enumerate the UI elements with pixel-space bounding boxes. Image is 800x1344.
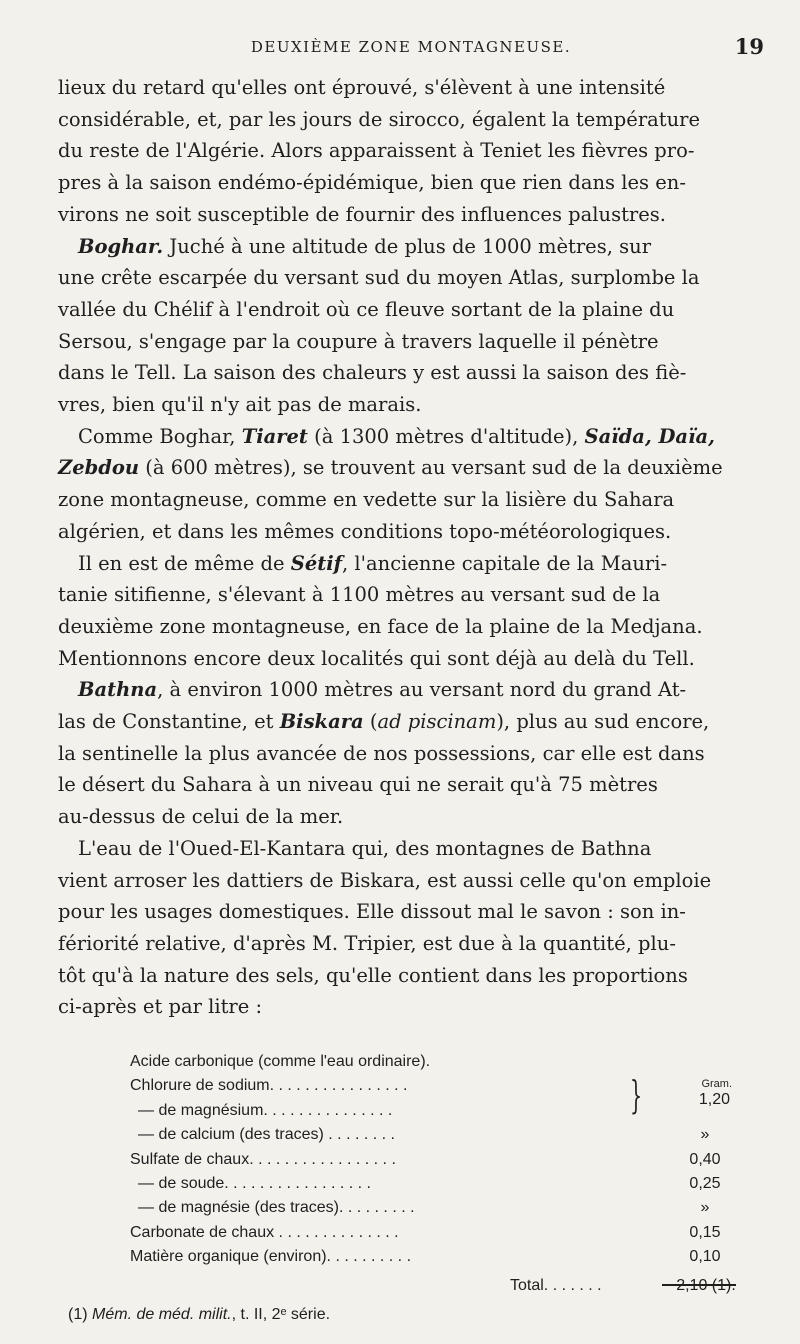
row-label: Carbonate de chaux . . . . . . . . . . . . . .	[130, 1223, 399, 1241]
place-name-zebdou: Zebdou	[58, 456, 140, 480]
table-row	[130, 1221, 740, 1245]
total-label: Total. . . . . . .	[510, 1276, 602, 1294]
brace-symbol: }	[630, 1073, 643, 1117]
text-line: du reste de l'Algérie. Alors apparaissent à Teniet les fièvres pro-	[58, 139, 695, 163]
place-name-setif: Sétif	[290, 551, 343, 575]
text-segment: (	[363, 710, 378, 734]
text-line: fériorité relative, d'après M. Tripier, est due à la quantité, plu-	[58, 931, 676, 955]
row-value: 0,10	[689, 1248, 721, 1266]
row-value: 0,40	[689, 1150, 721, 1168]
table-total-row	[130, 1274, 740, 1298]
text-segment: las de Constantine, et	[58, 710, 280, 734]
text-segment: Il en est de même de	[78, 551, 291, 575]
text-segment: ), plus au sud encore,	[496, 710, 710, 734]
paragraph-oued-el-kantara	[58, 833, 764, 1023]
text-line: deuxième zone montagneuse, en face de la plaine de la Medjana.	[58, 614, 703, 638]
row-label: Sulfate de chaux. . . . . . . . . . . . . . . . .	[130, 1150, 396, 1168]
footnote-title: Mém. de méd. milit.	[92, 1306, 232, 1323]
text-line: une crête escarpée du versant sud du moyen Atlas, surplombe la	[58, 266, 700, 290]
text-line: vres, bien qu'il n'y ait pas de marais.	[58, 393, 422, 417]
row-label: — de magnésie (des traces). . . . . . . . .	[138, 1199, 415, 1217]
place-name-bathna: Bathna	[78, 678, 158, 702]
text-segment: (à 1300 mètres d'altitude),	[307, 424, 585, 448]
unit-label: Gram.	[701, 1078, 732, 1090]
text-segment: (à 600 mètres), se trouvent au versant sud de la deuxième	[139, 456, 723, 480]
table-row	[130, 1099, 740, 1123]
row-label: Chlorure de sodium. . . . . . . . . . . . . . . .	[130, 1077, 408, 1095]
paragraph-tiaret	[58, 421, 764, 548]
place-name-saida-daia: Saïda, Daïa,	[584, 424, 715, 448]
text-line: zone montagneuse, comme en vedette sur la lisière du Sahara	[58, 488, 675, 512]
footnote-rest: , t. II, 2ᵉ série.	[231, 1306, 331, 1323]
latin-phrase: ad piscinam	[377, 710, 497, 734]
row-label: — de magnésium. . . . . . . . . . . . . . .	[138, 1101, 393, 1119]
total-value: 2,10 (1).	[676, 1276, 736, 1294]
paragraph-bathna	[58, 674, 764, 833]
footnote	[68, 1306, 330, 1324]
text-line: tanie sitifienne, s'élevant à 1100 mètres au versant sud de la	[58, 583, 661, 607]
brace-value: 1,20	[698, 1091, 730, 1108]
text-line: Sersou, s'engage par la coupure à travers laquelle il pénètre	[58, 329, 659, 353]
table-row	[130, 1245, 740, 1269]
text-line: pres à la saison endémo-épidémique, bien que rien dans les en-	[58, 171, 686, 195]
row-value: 0,25	[689, 1174, 721, 1192]
paragraph-1	[58, 72, 764, 231]
row-value: »	[700, 1199, 710, 1217]
row-label: — de soude. . . . . . . . . . . . . . . . .	[138, 1174, 371, 1192]
text-line: tôt qu'à la nature des sels, qu'elle contient dans les proportions	[58, 963, 688, 987]
text-line: Mentionnons encore deux localités qui sont déjà au delà du Tell.	[58, 646, 695, 670]
place-name-boghar: Boghar.	[78, 234, 164, 258]
table-row	[130, 1123, 740, 1147]
row-value: 0,15	[689, 1223, 721, 1241]
place-name-biskara: Biskara	[279, 710, 364, 734]
text-segment: , l'ancienne capitale de la Mauri-	[342, 551, 668, 575]
text-line: Juché à une altitude de plus de 1000 mètres, sur	[163, 234, 652, 258]
text-line: vallée du Chélif à l'endroit où ce fleuve sortant de la plaine du	[58, 297, 675, 321]
row-label: — de calcium (des traces) . . . . . . . .	[138, 1126, 395, 1144]
text-line: vient arroser les dattiers de Biskara, est aussi celle qu'on emploie	[58, 868, 712, 892]
text-segment: , à environ 1000 mètres au versant nord du grand At-	[157, 678, 687, 702]
text-line: dans le Tell. La saison des chaleurs y est aussi la saison des fiè-	[58, 361, 687, 385]
text-line: ci-après et par litre :	[58, 995, 263, 1019]
table-row	[130, 1074, 740, 1098]
running-head: DEUXIÈME ZONE MONTAGNEUSE.	[250, 38, 572, 56]
text-line: pour les usages domestiques. Elle dissout mal le savon : son in-	[58, 900, 686, 924]
text-line: lieux du retard qu'elles ont éprouvé, s'élèvent à une intensité	[58, 76, 666, 99]
water-composition-table	[130, 1050, 740, 1298]
text-line: au-dessus de celui de la mer.	[58, 805, 344, 829]
page-number: 19	[734, 34, 764, 59]
table-row	[130, 1050, 740, 1074]
row-label: Acide carbonique (comme l'eau ordinaire).	[130, 1053, 431, 1070]
row-value: »	[700, 1126, 710, 1144]
paragraph-setif	[58, 548, 764, 675]
text-line: virons ne soit susceptible de fournir des influences palustres.	[58, 202, 666, 226]
table-row	[130, 1196, 740, 1220]
page-header	[58, 34, 764, 64]
table-row	[130, 1148, 740, 1172]
body-text	[58, 72, 764, 1023]
text-line: la sentinelle la plus avancée de nos possessions, car elle est dans	[58, 741, 705, 765]
row-label: Matière organique (environ). . . . . . . . . .	[130, 1248, 412, 1266]
text-line: algérien, et dans les mêmes conditions topo-météorologiques.	[58, 519, 672, 543]
paragraph-boghar	[58, 231, 764, 421]
text-segment: Comme Boghar,	[78, 424, 242, 448]
table-row	[130, 1172, 740, 1196]
text-line: considérable, et, par les jours de sirocco, égalent la température	[58, 107, 701, 131]
place-name-tiaret: Tiaret	[241, 424, 308, 448]
text-line: L'eau de l'Oued-El-Kantara qui, des montagnes de Bathna	[78, 836, 652, 860]
footnote-mark: (1)	[68, 1306, 88, 1323]
text-line: le désert du Sahara à un niveau qui ne serait qu'à 75 mètres	[58, 773, 658, 797]
